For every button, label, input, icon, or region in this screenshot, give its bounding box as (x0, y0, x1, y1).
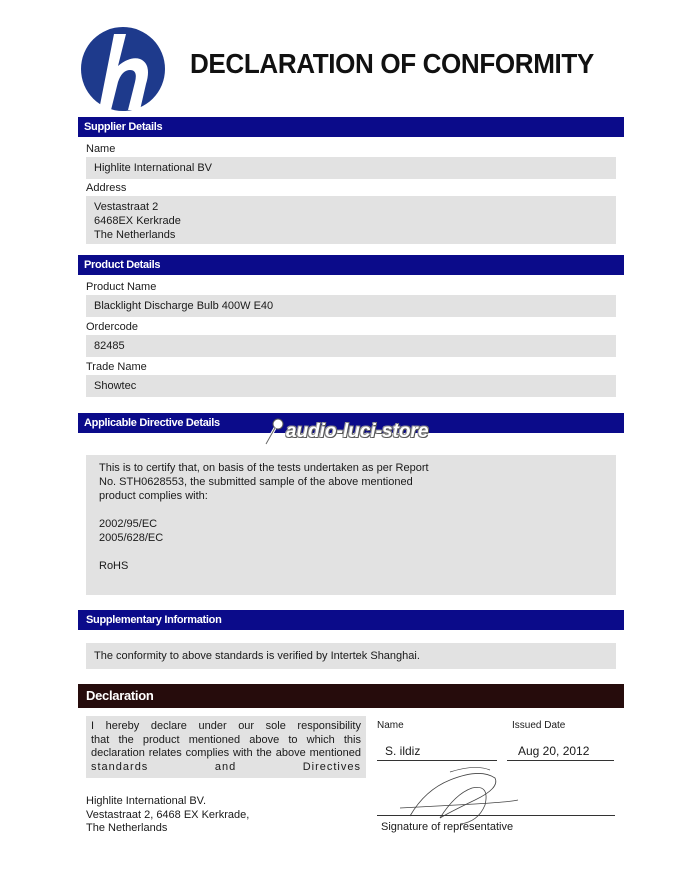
directive-line: product complies with: (99, 490, 208, 502)
ordercode-value: 82485 (94, 340, 125, 352)
supplier-name-label: Name (86, 143, 116, 155)
supplementary-field (86, 643, 616, 669)
signature-scribble (380, 760, 540, 830)
address-line: The Netherlands (94, 229, 176, 241)
product-name-field (86, 295, 616, 317)
trade-name-value: Showtec (94, 380, 137, 392)
rohs-label: RoHS (99, 560, 129, 572)
address-line: 6468EX Kerkrade (94, 215, 181, 227)
directive-code: 2005/628/EC (99, 532, 164, 544)
issued-date-value: Aug 20, 2012 (518, 744, 590, 758)
supplier-details-heading: Supplier Details (78, 117, 624, 137)
supplier-name-field (86, 157, 616, 179)
watermark (262, 418, 429, 446)
declaration-heading: Declaration (78, 684, 624, 708)
trade-name-label: Trade Name (86, 361, 147, 373)
product-details-heading: Product Details (78, 255, 624, 275)
company-line: Highlite International BV. (86, 795, 207, 807)
issued-date-label: Issued Date (512, 720, 566, 731)
product-name-label: Product Name (86, 281, 157, 293)
product-name-value: Blacklight Discharge Bulb 400W E40 (94, 300, 274, 312)
supplementary-heading: Supplementary Information (78, 610, 624, 630)
signature-line (377, 815, 615, 816)
trade-name-field (86, 375, 616, 397)
watermark-text: audio-luci-store (286, 421, 429, 442)
directive-field (86, 455, 616, 595)
directive-details-heading: Applicable Directive Details (78, 413, 624, 433)
company-address (86, 795, 249, 836)
statement-line: declaration relates complies with the above mentioned (91, 747, 361, 759)
address-line: Vestastraat 2 (94, 201, 159, 213)
company-line: The Netherlands (86, 822, 168, 834)
signature-label: Signature of representative (381, 821, 514, 833)
page-title: DECLARATION OF CONFORMITY (190, 48, 594, 79)
supplier-name-value: Highlite International BV (94, 162, 213, 174)
signer-name-value: S. ildiz (385, 744, 421, 758)
supplier-address-field (86, 196, 616, 244)
statement-line: that the product mentioned above to which this (91, 733, 361, 746)
signer-name-label: Name (377, 720, 404, 731)
declaration-statement (86, 716, 366, 778)
ordercode-field (86, 335, 616, 357)
supplier-address-label: Address (86, 182, 127, 194)
supplementary-text: The conformity to above standards is verified by Intertek Shanghai. (94, 650, 420, 662)
directive-line: This is to certify that, on basis of the tests undertaken as per Report (99, 462, 429, 474)
company-line: Vestastraat 2, 6468 EX Kerkrade, (86, 808, 250, 821)
directive-line: No. STH0628553, the submitted sample of the above mentioned (99, 476, 413, 488)
highlite-h-logo-icon (80, 26, 166, 112)
ordercode-label: Ordercode (86, 321, 138, 333)
statement-line: I hereby declare under our sole responsibility (91, 720, 361, 732)
statement-line: standards and Directives (91, 760, 361, 773)
microphone-icon (262, 418, 286, 446)
directive-code: 2002/95/EC (99, 518, 158, 530)
